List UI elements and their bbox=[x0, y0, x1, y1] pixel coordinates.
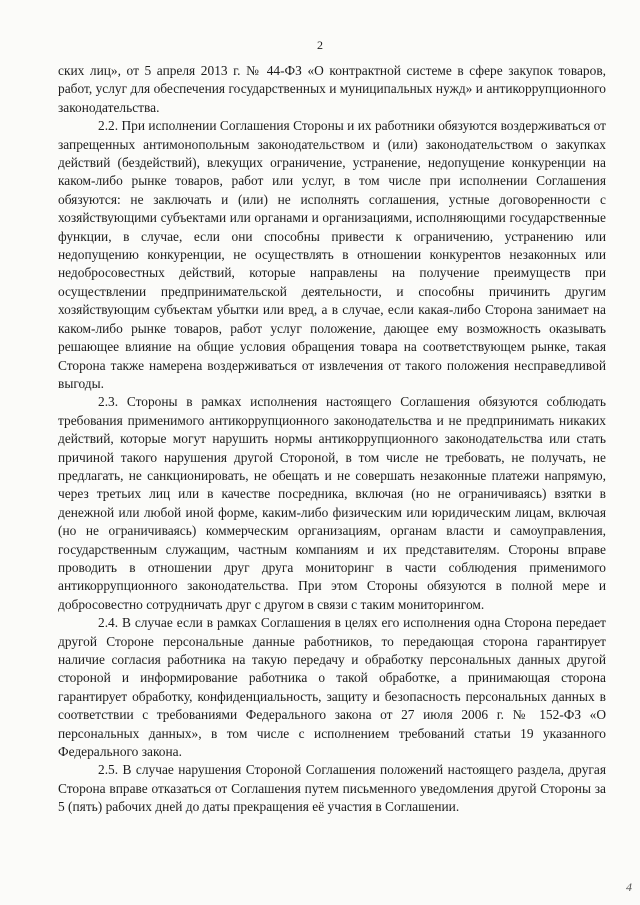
paragraph-2-2: 2.2. При исполнении Соглашения Стороны и их работники обязуются воздерживаться от запрещенных антимонопольным законодательством и (или) законодательством о закупках действий (бездействий), влекущих ограничение, устранение, недопущение конкуренции на каком-либо рынке товаров, работ или услуг, в том числе при исполнении Соглашения обязуются: не заключать и (или) не исполнять соглашения, устные договоренности с хозяйствующими субъектами или органами и организациями, исполняющими государственные функции, в случае, если они способны привести к ограничению, устранению или недопущению конкуренции, не осуществлять в отношении конкурентов незаконных или недобросовестных действий, которые направлены на получение преимуществ при осуществлении предпринимательской деятельности, и способны причинить другим хозяйствующим субъектам убытки или вред, а в случае, если какая-либо Сторона занимает на каком-либо рынке товаров, работ услуг положение, дающее ему возможность оказывать решающее влияние на общие условия обращения товара на соответствующем рынке, такая Сторона также намерена воздерживаться от извлечения от такого положения несправедливой выгоды. bbox=[58, 118, 606, 391]
paragraph-2-4: 2.4. В случае если в рамках Соглашения в целях его исполнения одна Сторона передает другой Стороне персональные данные работников, то передающая сторона гарантирует наличие согласия работника на такую передачу и обработку персональных данных другой стороной и информирование работника о такой обработке, а принимающая сторона гарантирует обработку, конфиденциальность, защиту и безопасность персональных данных в соответствии с требованиями Федерального закона от 27 июля 2006 г. № 152-ФЗ «О персональных данных», в том числе с исполнением требований статьи 19 указанного Федерального закона. bbox=[58, 615, 606, 760]
page-number: 2 bbox=[317, 38, 323, 52]
paragraph-2-3: 2.3. Стороны в рамках исполнения настоящего Соглашения обязуются соблюдать требования применимого антикоррупционного законодательства и не предпринимать никаких действий, которые могут нарушить нормы антикоррупционного законодательства или стать причиной такого нарушения другой Стороной, в том числе не требовать, не получать, не предлагать, не санкционировать, не обещать и не совершать незаконные платежи напрямую, через третьих лиц или в качестве посредника, включая (но не ограничиваясь) взятки в денежной или любой иной форме, каким-либо физическим или юридическим лицам, включая (но не ограничиваясь) коммерческим организациям, органам власти и самоуправления, государственным служащим, частным компаниям и их представителям. Стороны вправе проводить в отношении друг друга мониторинг в части соблюдения применимого антикоррупционного законодательства. При этом Стороны обязуются в полной мере и добросовестно сотрудничать друг с другом в связи с таким мониторингом. bbox=[58, 394, 606, 612]
paragraph-continued: ских лиц», от 5 апреля 2013 г. № 44-ФЗ «О контрактной системе в сфере закупок товаров, работ, услуг для обеспечения государственных и муниципальных нужд» и антикоррупционного законодательства. bbox=[58, 63, 606, 115]
handwritten-corner-mark: 4 bbox=[626, 880, 632, 894]
paragraph-2-5: 2.5. В случае нарушения Стороной Соглашения положений настоящего раздела, другая Сторона вправе отказаться от Соглашения путем письменного уведомления другой Стороны за 5 (пять) рабочих дней до даты прекращения её участия в Соглашении. bbox=[58, 762, 606, 815]
document-body bbox=[58, 62, 606, 817]
